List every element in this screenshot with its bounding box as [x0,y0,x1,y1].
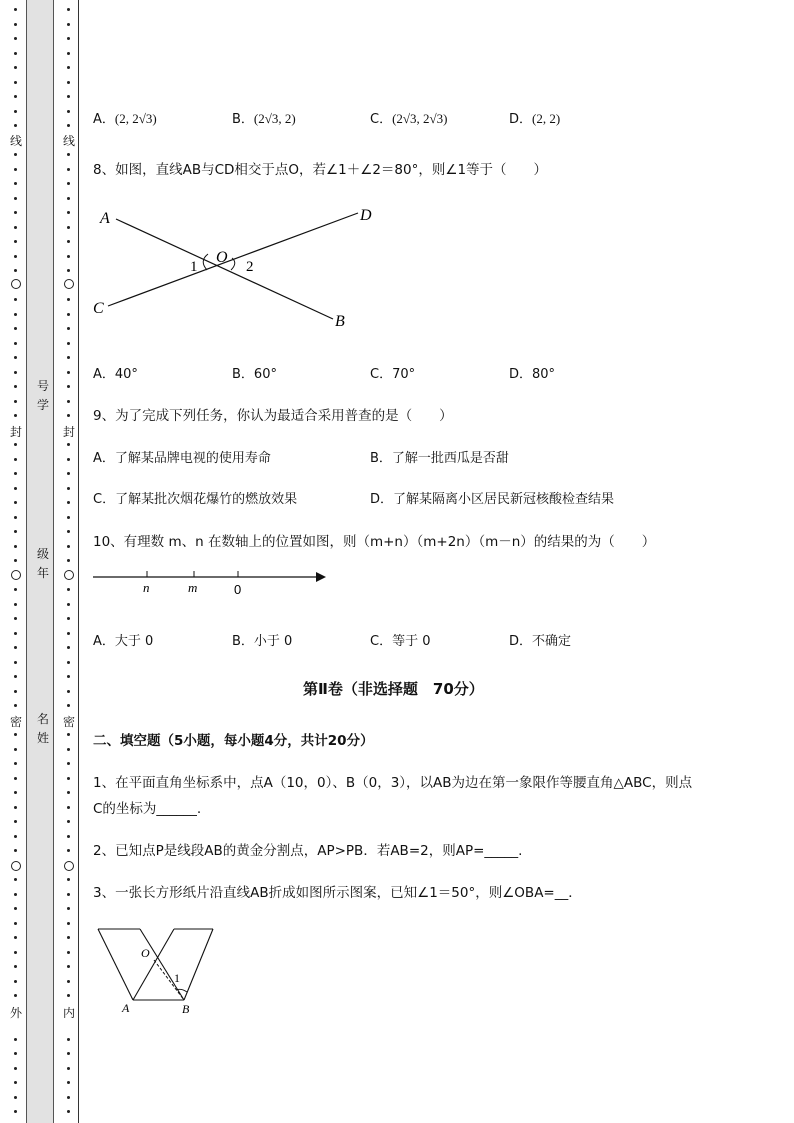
binding-dot [67,313,70,316]
binding-dot [67,342,70,345]
q7-option-c-label: C． [370,112,393,127]
binding-dot [67,733,70,736]
binding-dot [67,704,70,707]
binding-dot [14,806,17,809]
q9-option-b: B．了解一批西瓜是否甜 [370,451,509,466]
binding-dot [67,849,70,852]
binding-dot [14,197,17,200]
binding-dot [14,849,17,852]
binding-dot [67,182,70,185]
binding-dot [14,646,17,649]
binding-dot [67,298,70,301]
label-a: A [100,210,110,227]
binding-dot [67,530,70,533]
binding-dot [14,95,17,98]
q7-option-a [93,108,157,127]
binding-hole-circle [11,279,21,289]
binding-dot [14,298,17,301]
binding-dot [14,371,17,374]
binding-dot [67,23,70,26]
outer-dot-line [11,0,21,1123]
binding-dot [14,255,17,258]
binding-dot [14,327,17,330]
binding-dot [14,632,17,635]
binding-dot [14,414,17,417]
binding-dot [67,414,70,417]
binding-dot [67,661,70,664]
section-2-title: 第Ⅱ卷（非选择题 70分） [303,680,484,698]
label-angle-1: 1 [190,259,198,275]
binding-dot [67,458,70,461]
binding-dot [67,168,70,171]
binding-dot [67,327,70,330]
binding-dot [14,1038,17,1041]
label-angle-1: 1 [174,971,180,985]
binding-dot [67,777,70,780]
binding-dot [67,980,70,983]
paper-right-strip-right-edge [184,929,213,1000]
binding-dot [14,559,17,562]
label-angle-2: 2 [246,259,254,275]
q7-option-c-value: (2√3, 2√3) [392,111,448,126]
binding-dot [14,791,17,794]
binding-dot [14,226,17,229]
binding-dot [14,603,17,606]
binding-dot [14,153,17,156]
binding-dot [14,835,17,838]
q7-option-b-label: B． [232,112,254,127]
binding-dot [14,342,17,345]
binding-dot [67,1038,70,1041]
q10-option-c: C．等于 0 [370,634,431,649]
binding-dot [67,472,70,475]
q7-option-a-label: A． [93,112,115,127]
binding-dot [14,501,17,504]
binding-dot [67,8,70,11]
label-n: n [143,580,150,595]
label-b: B [335,313,345,330]
q9-option-a: A．了解某品牌电视的使用寿命 [93,451,271,466]
label-m: m [188,580,198,595]
binding-dot [67,52,70,55]
q10-text: 10、有理数 m、n 在数轴上的位置如图，则（m+n）（m+2n）（m－n）的结果的为（ ） [93,534,656,550]
binding-dot [67,385,70,388]
binding-dot [67,965,70,968]
binding-dot [67,400,70,403]
binding-dot [14,356,17,359]
binding-dot [67,878,70,881]
binding-dot [14,400,17,403]
field-label-name-1: 名 [37,712,50,726]
binding-dot [14,182,17,185]
binding-dot [14,110,17,113]
binding-dot [67,806,70,809]
binding-dot [67,37,70,40]
part-2-heading: 二、填空题（5小题，每小题4分，共计20分） [93,733,374,749]
field-label-grade-1: 级 [37,547,50,561]
binding-dot [14,878,17,881]
binding-dot [67,632,70,635]
q8-option-a: A．40° [93,367,138,382]
binding-dot [67,1081,70,1084]
fill-3-fold-figure [94,922,219,1017]
binding-dot [14,704,17,707]
inner-mark-4: 内 [63,1006,76,1020]
inner-dot-line [64,0,74,1123]
binding-dot [14,458,17,461]
binding-dot [14,23,17,26]
fill-2-text: 2、已知点P是线段AB的黄金分割点，AP>PB．若AB=2，则AP=_____. [93,843,523,859]
paper-crossing-edge [133,929,174,1000]
binding-dot [14,530,17,533]
outer-mark-1: 线 [10,134,23,148]
binding-dot [67,516,70,519]
label-o: O [141,946,150,960]
binding-dot [67,762,70,765]
binding-dot [14,385,17,388]
binding-dot [14,661,17,664]
binding-dot [14,820,17,823]
binding-dot [67,893,70,896]
binding-dot [14,980,17,983]
q8-intersecting-lines-figure [88,198,372,333]
binding-dot [14,675,17,678]
binding-dot [67,356,70,359]
binding-dot [67,487,70,490]
angle-1-arc [203,254,208,270]
label-a: A [122,1001,130,1015]
binding-dot [14,922,17,925]
q10-option-d: D．不确定 [509,634,572,649]
binding-dot [67,1096,70,1099]
q7-option-c [370,108,448,127]
binding-dot [67,820,70,823]
field-label-id-1: 号 [37,379,50,393]
field-label-name-2: 姓 [37,731,50,745]
binding-dot [14,1110,17,1113]
binding-dot [67,690,70,693]
q7-option-d-label: D． [509,112,533,127]
field-label-id-2: 学 [37,398,50,412]
binding-dot [14,893,17,896]
binding-dot [67,559,70,562]
binding-dot [67,936,70,939]
paper-left-strip-left-edge [98,929,133,1000]
binding-dot [67,443,70,446]
binding-dot [14,1052,17,1055]
binding-dot [14,545,17,548]
binding-dot [14,8,17,11]
binding-dot [67,95,70,98]
binding-dot [67,66,70,69]
binding-dot [67,371,70,374]
label-zero: 0 [234,582,242,597]
binding-dot [14,1081,17,1084]
inner-mark-1: 线 [63,134,76,148]
field-label-grade-2: 年 [37,566,50,580]
binding-dot [14,66,17,69]
q7-option-b [232,108,296,127]
q8-text: 8、如图，直线AB与CD相交于点O，若∠1＋∠2＝80°，则∠1等于（ ） [93,162,548,178]
binding-dot [14,994,17,997]
binding-dot [67,124,70,127]
binding-dot [14,124,17,127]
binding-dot [67,603,70,606]
binding-dot [14,617,17,620]
binding-dot [67,588,70,591]
q10-number-line-figure [90,565,330,600]
binding-dot [14,907,17,910]
binding-dot [67,501,70,504]
binding-dot [14,690,17,693]
binding-hole-circle [64,570,74,580]
fill-3-text: 3、一张长方形纸片沿直线AB折成如图所示图案，已知∠1＝50°，则∠OBA=__． [93,885,582,901]
binding-dot [14,52,17,55]
q8-option-c: C．70° [370,367,416,382]
outer-mark-2: 封 [10,425,23,439]
binding-dot [67,255,70,258]
binding-dot [14,516,17,519]
binding-dot [14,211,17,214]
q8-option-d: D．80° [509,367,556,382]
binding-dot [14,762,17,765]
binding-dot [14,472,17,475]
binding-dot [67,1052,70,1055]
binding-dot [14,168,17,171]
inner-mark-2: 封 [63,425,76,439]
label-o: O [216,249,228,266]
binding-dot [67,1067,70,1070]
binding-dot [67,951,70,954]
binding-dot [14,951,17,954]
right-border-line [78,0,79,1123]
binding-dot [67,545,70,548]
binding-dot [14,443,17,446]
binding-dot [67,211,70,214]
q7-option-d [509,108,560,127]
binding-dot [67,907,70,910]
q10-option-b: B．小于 0 [232,634,293,649]
outer-mark-3: 密 [10,715,23,729]
binding-dot [14,81,17,84]
binding-dot [67,675,70,678]
binding-dot [14,965,17,968]
binding-dot [67,153,70,156]
outer-mark-4: 外 [10,1006,23,1020]
binding-dot [14,1067,17,1070]
binding-dot [67,646,70,649]
q7-option-b-value: (2√3, 2) [253,111,296,126]
binding-dot [67,81,70,84]
binding-dot [67,197,70,200]
binding-dot [67,617,70,620]
binding-dot [14,588,17,591]
q7-option-a-value: (2, 2√3) [114,111,157,126]
binding-dot [14,313,17,316]
binding-dot [67,994,70,997]
binding-dot [67,240,70,243]
binding-dot [14,269,17,272]
number-line-arrow [316,572,326,582]
binding-dot [14,777,17,780]
binding-dot [14,936,17,939]
binding-hole-circle [64,861,74,871]
binding-hole-circle [64,279,74,289]
label-d: D [360,207,372,224]
binding-dot [14,1096,17,1099]
binding-dot [67,226,70,229]
binding-dot [67,110,70,113]
binding-dot [14,37,17,40]
binding-dot [14,733,17,736]
binding-dot [67,922,70,925]
binding-dot [67,748,70,751]
label-b: B [182,1002,190,1016]
q9-option-d: D．了解某隔离小区居民新冠核酸检查结果 [370,492,615,507]
binding-dot [14,240,17,243]
binding-dot [67,791,70,794]
q10-option-a: A．大于 0 [93,634,154,649]
binding-hole-circle [11,570,21,580]
binding-dot [14,487,17,490]
q7-option-d-value: (2, 2) [532,111,561,126]
binding-dot [67,835,70,838]
fill-1-line-2: C的坐标为______. [93,801,202,817]
binding-hole-circle [11,861,21,871]
fill-1-line-1: 1、在平面直角坐标系中，点A（10，0）、B（0，3），以AB为边在第一象限作等腰直角△ABC，则点 [93,775,693,791]
q8-option-b: B．60° [232,367,277,382]
q9-text: 9、为了完成下列任务，你认为最适合采用普查的是（ ） [93,408,453,424]
binding-dot [14,748,17,751]
binding-dot [67,269,70,272]
q9-option-c: C．了解某批次烟花爆竹的燃放效果 [93,492,298,507]
binding-dot [67,1110,70,1113]
inner-mark-3: 密 [63,715,76,729]
label-c: C [93,300,104,317]
